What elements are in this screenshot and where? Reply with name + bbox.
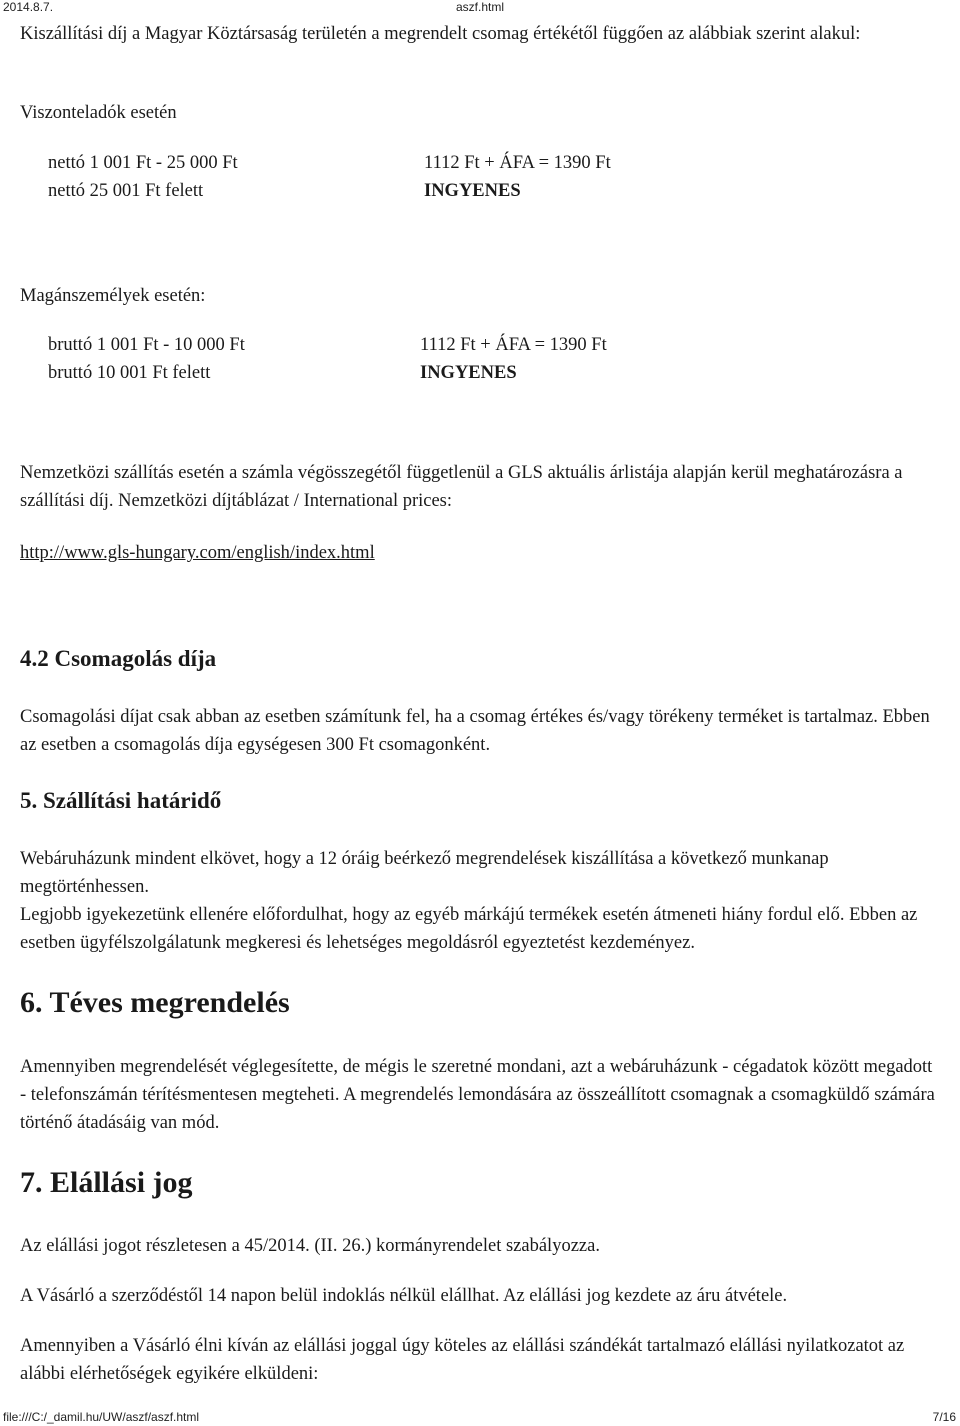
resellers-heading: Viszonteladók esetén — [20, 103, 177, 123]
section-packaging-text: Csomagolási díjat csak abban az esetben számítunk fel, ha a csomag értékes és/vagy törékeny terméket is tartalmaz. Ebben az esetben a csomagolás díja egységesen 300 Ft csomagonként. — [20, 707, 930, 755]
section-packaging-title: 4.2 Csomagolás díja — [20, 646, 217, 671]
print-footer — [0, 1410, 960, 1424]
print-title: aszf.html — [455, 0, 504, 14]
section-deadline-title: 5. Szállítási határidő — [20, 788, 222, 813]
international-prices-link[interactable]: http://www.gls-hungary.com/english/index.html — [20, 543, 375, 563]
private-price-2: INGYENES — [420, 363, 517, 383]
shipping-intro: Kiszállítási díj a Magyar Köztársaság területén a megrendelt csomag értékétől függően az alábbiak szerint alakul: — [20, 24, 861, 44]
private-heading: Magánszemélyek esetén: — [20, 286, 206, 306]
print-header — [0, 0, 960, 14]
section-deadline-p2: Legjobb igyekezetünk ellenére előfordulhat, hogy az egyéb márkájú termékek esetén átmeneti hiány fordul elő. Ebben az esetben ügyfélszolgálatunk megkeresi és lehetséges megoldásról egyeztetést kezdeményez. — [20, 905, 918, 953]
reseller-range-2: nettó 25 001 Ft felett — [48, 181, 204, 201]
print-file-path: file:///C:/_damil.hu/UW/aszf/aszf.html — [3, 1410, 200, 1424]
reseller-range-1: nettó 1 001 Ft - 25 000 Ft — [48, 153, 238, 173]
private-range-2: bruttó 10 001 Ft felett — [48, 363, 211, 383]
international-shipping-text: Nemzetközi szállítás esetén a számla végösszegétől függetlenül a GLS aktuális árlistája alapján kerül meghatározásra a szállítási díj. Nemzetközi díjtáblázat / International prices: — [20, 463, 903, 511]
print-date: 2014.8.7. — [3, 0, 54, 14]
section-withdrawal-p1: Az elállási jogot részletesen a 45/2014. (II. 26.) kormányrendelet szabályozza. — [20, 1236, 600, 1256]
reseller-price-1: 1112 Ft + ÁFA = 1390 Ft — [424, 153, 611, 173]
private-price-1: 1112 Ft + ÁFA = 1390 Ft — [420, 335, 607, 355]
section-withdrawal-p2: A Vásárló a szerződéstől 14 napon belül indoklás nélkül elállhat. Az elállási jog kezdete az áru átvétele. — [20, 1286, 788, 1306]
reseller-price-2: INGYENES — [424, 181, 521, 201]
section-wrong-order-text: Amennyiben megrendelését véglegesítette, de mégis le szeretné mondani, azt a webáruházunk - cégadatok között megadott - telefonszámán térítésmentesen megteheti. A megrendelés lemondására az összeállított csomagnak a csomagküldő számára történő átadásáig van mód. — [20, 1057, 935, 1133]
private-range-1: bruttó 1 001 Ft - 10 000 Ft — [48, 335, 245, 355]
section-deadline-p1: Webáruházunk mindent elkövet, hogy a 12 óráig beérkező megrendelések kiszállítása a következő munkanap megtörténhessen. — [20, 849, 829, 897]
print-page-number: 7/16 — [932, 1410, 956, 1424]
section-withdrawal-p3: Amennyiben a Vásárló élni kíván az elállási joggal úgy köteles az elállási szándékát tartalmazó elállási nyilatkozatot az alábbi elérhetőségek egyikére elküldeni: — [20, 1336, 905, 1384]
section-wrong-order-title: 6. Téves megrendelés — [20, 986, 290, 1019]
section-withdrawal-title: 7. Elállási jog — [20, 1166, 193, 1199]
